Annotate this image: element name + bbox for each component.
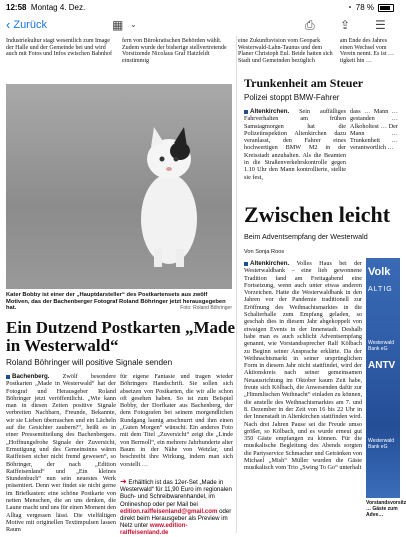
article-body-trunkenheit: Altenkirchen. Sein auffälliges Fahrverhalten am frühen Samstagmorgen hat die Polizeiinspektion Altenkirchen dazu veranlasst, den Fahrer eines hochwertigen BMW M2 in der Kreisstadt anzuhalten. Als die Beamten in die Straßenverkehrskontrolle gegen 1.10 Uhr den Mann kontrollierte, stellte sie fest, — [244, 108, 346, 181]
article-body-zwischen: Altenkirchen. Volles Haus bei der Westerwaldbank – eine lieb gewonnene Tradition fand am Freitagabend eine Fortsetzung, wenn auch unter etwas anderen Vorzeichen. Hatte die Westerwaldbank in den Jahren vor der Pandemie traditionell zur Eröffnung des Weihnachtsmarktes in die Schalterhalle zum Empfang geladen, so geschah dies in diesem Jahr abgekoppelt von etwaigen Events in der Innenstadt. Deshalb habe man es auch schlicht Adventsempfang genannt, wie Vorstandssprecher Ralf Kölbach zu Beginn seiner Ansprache erklärte. Da der Weihnachtsmarkt in seiner ursprünglichen Form in diesem Jahr nicht stattfindet, wird der Aktionskreis nach seiner gemeinsamen Neuausrichtung im Oktober kaum Zeit habe, freute sich Kölbach, die Anwesenden dafür zur „Himmlischen Weihnacht“ einladen zu können, die anstelle des Weihnachtsmarktes am 7. und 8. Dezember in der Zeit von 16 bis 22 Uhr in der Innenstadt in Altenkirchen stattfinden wird. Nach drei Jahren Pause sei die Freude umso größer, so Kölbach, und es wurde erneut gut 350 Gäste empfangen zu können. Für die musikalische Begleitung des Abends sorgten die Partyservice Schmacher und Getränken von Michael „Mish“ Müller wurden die Gäste musikalisch vom Trio „Swing To Go“ unterhalt — [244, 260, 362, 472]
share-icon[interactable]: ⇪ — [340, 18, 351, 32]
photo-credit: Foto: Roland Böhringer — [180, 305, 232, 312]
cat-figure — [124, 119, 214, 269]
page-grid-icon[interactable]: ▦ — [112, 18, 124, 32]
article-subhead-trunkenheit: Polizei stoppt BMW-Fahrer — [244, 93, 340, 102]
continued-text-right: eine Zukunftsvision vom Geopark Westerwald-Lahn-Taunus und dem Planer Christoph Eul. Beide hatten sich Stadt und Gemeinden bezüglich am Ende des Jahres einen Wechsel vom Verein nennt. Es ist … tigkeit hin … — [238, 38, 395, 64]
continued-text-left: Industriekultur stagt wesentlich zum Image der Halle und der Gemeinde bei und wird auch mit Fotos und Infos zwischen Bahnhof fern von Bürokratischen Behörden wählt. Zudem wurde der bisherige stellvertretende Vorsitzende Nicolaus Graf Hatzfeldt einstimmig — [6, 38, 227, 64]
chevron-left-icon: ‹ — [6, 17, 11, 32]
menu-icon[interactable]: ☰ — [375, 18, 386, 32]
bank-event-photo[interactable]: Volk ALTIG Westerwald Bank eG ANTV Westerwald Bank eG — [366, 258, 400, 498]
article-body-trunkenheit-col2: dass … Mann … gestanden … Alkoholtest … Der Mann … Trunkenheit … verantwortlich … — [350, 108, 398, 152]
article-subhead-postkarten: Roland Böhringer will positive Signale senden — [6, 358, 173, 367]
article-headline-trunkenheit[interactable]: Trunkenheit am Steuer — [244, 76, 364, 90]
battery-icon — [378, 4, 394, 12]
chevron-down-icon[interactable]: ⌄ — [130, 20, 137, 29]
status-right — [347, 3, 394, 12]
article-headline-zwischen[interactable]: Zwischen leicht — [244, 202, 391, 227]
bank-photo-caption: Vorstandsvorsitz … Gäste zum Adve… — [366, 500, 406, 518]
status-time: 12:58 Montag 4. Dez. — [6, 3, 86, 12]
cat-photo[interactable] — [6, 84, 232, 289]
status-bar — [0, 0, 400, 14]
website-link[interactable]: www.edition-raiffeisenland.de — [120, 522, 188, 537]
battery-percent: 78 % — [355, 3, 374, 12]
email-link[interactable]: edition.raiffeisenland@gmail.com — [120, 507, 218, 515]
article-subhead-zwischen: Beim Adventsempfang der Westerwald — [244, 232, 368, 241]
article-headline-postkarten[interactable]: Ein Dutzend Postkarten „Made in Westerwald“ — [6, 318, 236, 355]
bullet-square-icon — [244, 110, 248, 114]
back-button[interactable]: ‹ Zurück — [6, 17, 47, 32]
byline: Von Sonja Roos — [244, 249, 285, 255]
arrow-right-icon: ➜ — [120, 477, 127, 486]
print-icon[interactable]: ⎙ — [305, 18, 315, 32]
article-body-col2: für eigene Fantasie und tragen wieder Böhringers Handschrift. Sie sollen sich absetzen von Postkarten, die wir alle schon oft gesehen haben. So ist zum Beispiel Bobby, der Dorfkater aus Bachenberg, der dem Fotografen bei seinem morgendlichen Rundgang launig anschnurrt und ihm einen „Guten Morgen“ wünscht. Ein anderes Foto mit dem Titel „Zuversicht“ zeigt die „Linde von Bermoll“, ein mehrere Jahrhunderte alter Baum in der Nähe von Wetzlar, und beschreibt ihre Wirkung, indem man sich vorstellt … — [120, 373, 233, 468]
bullet-square-icon — [244, 262, 248, 266]
purchase-info: ➜ Erhältlich ist das 12er-Set „Made in Westerwald“ für 11,90 Euro im regionalen Buch- und Schreibwarenhandel, im Onlineshop oder per Mail bei edition.raiffeisenland@gmail.com oder direkt beim Herausgeber als Preview im Netz unter www.edition-raiffeisenland.de — [120, 477, 232, 537]
newspaper-page[interactable] — [0, 36, 406, 537]
column-divider — [236, 36, 237, 533]
reader-toolbar — [0, 14, 400, 37]
article-body-col1: Bachenberg. Zwölf besondere Postkarten „Made in Westerwald“ hat der Fotograf und Herausgeber Roland Böhringer jetzt veröffentlicht. „Wie kann man in diesen Zeiten positive Signale verbreiten Nachbarn, Freunde, Bekannte, wir sie Lieben überraschen und ein Lächeln auf die Gesichter zaubern?“, heißt es in einer Pressemitteilung des Bachenbergers. „Hoffnungsfrohe Signale der Zuversicht, Ermutigung und des Gemeinsinns wären Raiffeisen sicher nicht fremd gewesen“, so Böhringer, der nach „Edition Raiffeisenland“ und „Ein kleines Stundenbuch“ nun sein neuestes Werk präsentiert. Denn wer findet sie nicht gerne im Briefkasten: eine schöne Postkarte von netten Menschen, die an uns denken, die Laune macht und uns für einen Moment den Alltag vergessen lässt. Die vielfältigen Motive mit originellen Textimpulsen lassen Raum — [6, 373, 116, 534]
bullet-square-icon — [6, 375, 10, 379]
wifi-icon: ◔ — [346, 3, 352, 12]
photo-caption: Kater Bobby ist einer der „Hauptdarsteller“ des Postkartensets aus zwölf Motiven, das der Bachenberger Fotograf Roland Böhringer jetzt herausgegeben hat. Foto: Roland Böhringer — [6, 292, 232, 312]
